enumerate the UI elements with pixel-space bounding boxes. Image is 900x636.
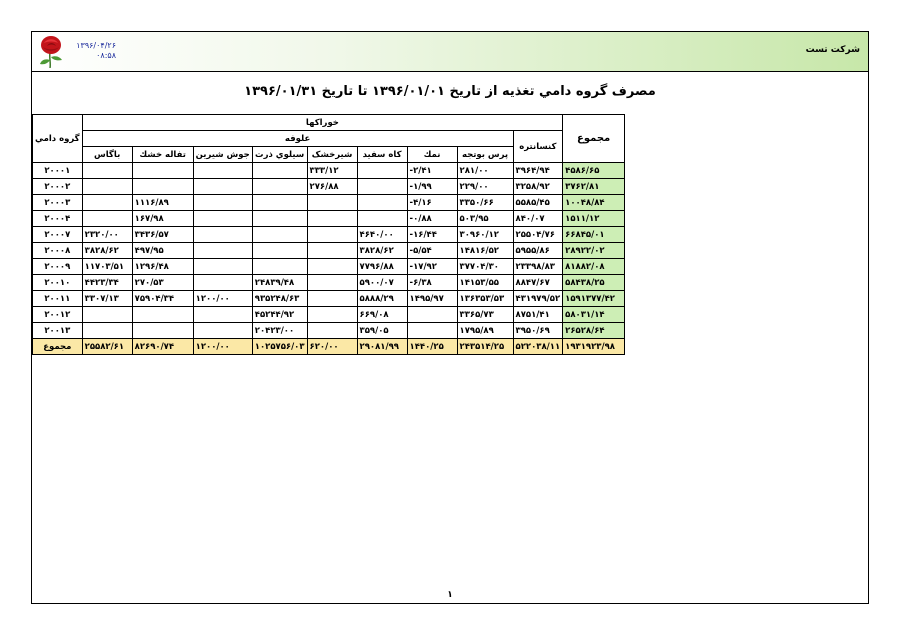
table-row — [33, 259, 625, 275]
feed-cell — [193, 259, 252, 275]
row-total-cell: ۳۷۶۲/۸۱ — [563, 179, 625, 195]
feed-cell: ۱۴۹۵/۹۷ — [407, 291, 457, 307]
feed-cell — [307, 195, 357, 211]
grand-total-cell: ۱۹۳۱۹۲۳/۹۸ — [563, 339, 625, 355]
feed-cell: ۳۳۳/۱۲ — [307, 163, 357, 179]
row-total-cell: ۴۵۸۶/۶۵ — [563, 163, 625, 179]
feed-cell: ۱۴۱۵۳/۵۵ — [457, 275, 513, 291]
feed-cell: ۲۳۲۰/۰۰ — [82, 227, 132, 243]
feed-cell — [307, 291, 357, 307]
feed-cell: ۲۷۶/۸۸ — [307, 179, 357, 195]
feed-cell: ۲۷۰/۵۳ — [132, 275, 193, 291]
feed-cell — [357, 163, 407, 179]
feed-cell: ۱۱۱۶/۸۹ — [132, 195, 193, 211]
feed-cell: ۱۲۰۰/۰۰ — [193, 291, 252, 307]
feed-cell: ۳۸۲۸/۶۲ — [357, 243, 407, 259]
feed-cell — [193, 323, 252, 339]
feed-cell: ۱۲۹۶/۴۸ — [132, 259, 193, 275]
rose-logo-icon — [36, 34, 66, 68]
feed-cell: ۴۴۲۳/۳۴ — [82, 275, 132, 291]
feed-cell — [307, 243, 357, 259]
column-header: جوش شيرين — [193, 147, 252, 163]
feed-cell: ۹۳۵۲۴۸/۶۳ — [252, 291, 307, 307]
feed-cell: ۱/۹۹- — [407, 179, 457, 195]
feed-cell — [193, 195, 252, 211]
feed-cell: ۳۳۰۷/۱۳ — [82, 291, 132, 307]
feed-cell: ۰/۸۸- — [407, 211, 457, 227]
feed-cell — [193, 275, 252, 291]
feeds-header: خوراكها — [82, 115, 563, 131]
row-total-cell: ۲۶۵۲۸/۶۴ — [563, 323, 625, 339]
feed-cell: ۲/۴۱- — [407, 163, 457, 179]
animal-group-cell: ۲۰۰۰۹ — [33, 259, 83, 275]
feed-cell — [252, 163, 307, 179]
feed-cell — [193, 227, 252, 243]
feed-cell: ۱۱۷۰۳/۵۱ — [82, 259, 132, 275]
feed-cell: ۳۳۶۵/۷۳ — [457, 307, 513, 323]
feed-cell: ۳۸۲۸/۶۲ — [82, 243, 132, 259]
feed-cell: ۱۷/۹۲- — [407, 259, 457, 275]
feed-cell: ۱۷۹۵/۸۹ — [457, 323, 513, 339]
feed-consumption-table — [32, 114, 625, 355]
feed-cell — [193, 211, 252, 227]
feed-cell: ۲۰۴۲۳/۰۰ — [252, 323, 307, 339]
row-total-cell: ۸۱۸۸۲/۰۸ — [563, 259, 625, 275]
concentrate-cell: ۴۳۱۹۷۹/۵۲ — [513, 291, 563, 307]
feed-cell: ۳۵۹/۰۵ — [357, 323, 407, 339]
animal-group-cell: ۲۰۰۰۲ — [33, 179, 83, 195]
table-row — [33, 243, 625, 259]
feed-cell: ۲۸۱/۰۰ — [457, 163, 513, 179]
company-name: شرکت تست — [805, 45, 860, 55]
feed-cell — [407, 307, 457, 323]
feed-cell — [252, 211, 307, 227]
feed-cell: ۵۰۳/۹۵ — [457, 211, 513, 227]
concentrate-cell: ۸۸۴۷/۶۷ — [513, 275, 563, 291]
concentrate-cell: ۳۹۵۰/۶۹ — [513, 323, 563, 339]
report-title: مصرف گروه دامي تغذيه از تاريخ ۱۳۹۶/۰۱/۰۱ تا تاريخ ۱۳۹۶/۰۱/۳۱ — [244, 84, 656, 99]
feed-cell — [252, 259, 307, 275]
table-row — [33, 211, 625, 227]
animal-group-cell: ۲۰۰۰۳ — [33, 195, 83, 211]
totals-label: مجموع — [33, 339, 83, 355]
feed-total-cell: ۲۵۵۸۲/۶۱ — [82, 339, 132, 355]
feed-cell: ۲۲۹/۰۰ — [457, 179, 513, 195]
totals-row — [33, 339, 625, 355]
feed-cell — [132, 323, 193, 339]
feed-cell: ۷۵۹۰۴/۳۴ — [132, 291, 193, 307]
row-total-cell: ۶۶۸۴۵/۰۱ — [563, 227, 625, 243]
feed-cell — [193, 243, 252, 259]
animal-group-cell: ۲۰۰۱۱ — [33, 291, 83, 307]
feed-cell: ۱۴۸۱۶/۵۲ — [457, 243, 513, 259]
animal-group-cell: ۲۰۰۰۸ — [33, 243, 83, 259]
row-total-cell: ۱۵۱۱/۱۲ — [563, 211, 625, 227]
feed-total-cell: ۶۲۰/۰۰ — [307, 339, 357, 355]
table-row — [33, 179, 625, 195]
feed-total-cell: ۸۲۶۹۰/۷۴ — [132, 339, 193, 355]
feed-cell — [193, 307, 252, 323]
feed-cell — [132, 307, 193, 323]
animal-group-cell: ۲۰۰۰۴ — [33, 211, 83, 227]
print-stamp — [76, 41, 116, 61]
report-page — [31, 31, 869, 604]
row-total-cell: ۲۸۹۲۲/۰۲ — [563, 243, 625, 259]
feed-total-cell: ۱۴۴۰/۲۵ — [407, 339, 457, 355]
concentrate-cell: ۸۴۰/۰۷ — [513, 211, 563, 227]
feed-cell — [357, 195, 407, 211]
column-header: كاه سفيد — [357, 147, 407, 163]
feed-cell — [307, 307, 357, 323]
animal-group-cell: ۲۰۰۱۳ — [33, 323, 83, 339]
report-header — [32, 32, 868, 72]
feed-cell — [82, 307, 132, 323]
feed-cell — [252, 195, 307, 211]
feed-cell: ۴۹۷/۹۵ — [132, 243, 193, 259]
feed-cell — [307, 211, 357, 227]
column-header: باگاس — [82, 147, 132, 163]
table-row — [33, 291, 625, 307]
feed-cell: ۵/۵۴- — [407, 243, 457, 259]
feed-cell: ۵۸۸۸/۲۹ — [357, 291, 407, 307]
animal-group-cell: ۲۰۰۱۰ — [33, 275, 83, 291]
feed-cell — [357, 211, 407, 227]
feed-cell — [407, 323, 457, 339]
feed-cell — [82, 211, 132, 227]
feed-cell — [82, 163, 132, 179]
feed-total-cell: ۱۰۲۵۷۵۶/۰۳ — [252, 339, 307, 355]
feed-cell — [307, 259, 357, 275]
concentrate-cell: ۳۲۵۸/۹۲ — [513, 179, 563, 195]
concentrate-cell: ۸۷۵۱/۴۱ — [513, 307, 563, 323]
feed-cell — [252, 243, 307, 259]
feed-cell — [193, 163, 252, 179]
feed-cell: ۴۶۴۰/۰۰ — [357, 227, 407, 243]
column-header: تفاله خشك — [132, 147, 193, 163]
feed-cell: ۱۶/۴۴- — [407, 227, 457, 243]
feed-cell: ۱۳۶۳۵۳/۵۳ — [457, 291, 513, 307]
table-row — [33, 275, 625, 291]
feed-cell: ۳۷۷۰۴/۳۰ — [457, 259, 513, 275]
animal-group-cell: ۲۰۰۰۱ — [33, 163, 83, 179]
feed-cell — [132, 163, 193, 179]
feed-cell — [307, 275, 357, 291]
animal-group-cell: ۲۰۰۱۲ — [33, 307, 83, 323]
feed-cell — [82, 195, 132, 211]
feed-cell: ۵۹۰۰/۰۷ — [357, 275, 407, 291]
column-header: نمك — [407, 147, 457, 163]
feed-cell: ۳۴۳۶/۵۷ — [132, 227, 193, 243]
feed-cell — [307, 323, 357, 339]
animal-group-header: گروه دامي — [33, 115, 83, 163]
feed-total-cell: ۱۲۰۰/۰۰ — [193, 339, 252, 355]
column-header: شيرخشک — [307, 147, 357, 163]
feed-total-cell: ۲۴۳۵۱۴/۲۵ — [457, 339, 513, 355]
row-total-cell: ۵۸۰۳۱/۱۴ — [563, 307, 625, 323]
feed-cell: ۶۶۹/۰۸ — [357, 307, 407, 323]
feed-cell: ۴۵۲۴۴/۹۲ — [252, 307, 307, 323]
table-row — [33, 163, 625, 179]
animal-group-cell: ۲۰۰۰۷ — [33, 227, 83, 243]
feed-cell: ۱۶۷/۹۸ — [132, 211, 193, 227]
page-number: ۱ — [447, 590, 453, 600]
print-time: ۰۸:۵۸ — [96, 51, 116, 60]
concentrate-total-cell: ۵۲۲۰۳۸/۱۱ — [513, 339, 563, 355]
concentrate-cell: ۲۳۳۹۸/۸۳ — [513, 259, 563, 275]
forage-header: علوفه — [82, 131, 513, 147]
table-row — [33, 195, 625, 211]
concentrate-cell: ۵۹۵۵/۸۶ — [513, 243, 563, 259]
feed-cell — [132, 179, 193, 195]
concentrate-cell: ۳۹۶۴/۹۴ — [513, 163, 563, 179]
column-header: پرس بوتجه — [457, 147, 513, 163]
concentrate-header: كنسانتره — [513, 131, 563, 163]
row-total-cell: ۱۵۹۱۳۷۷/۴۲ — [563, 291, 625, 307]
row-total-cell: ۱۰۰۴۸/۸۴ — [563, 195, 625, 211]
feed-cell: ۳۰۹۶۰/۱۲ — [457, 227, 513, 243]
column-header: سيلوي ذرت — [252, 147, 307, 163]
feed-cell — [193, 179, 252, 195]
feed-total-cell: ۲۹۰۸۱/۹۹ — [357, 339, 407, 355]
feed-cell — [252, 227, 307, 243]
table-row — [33, 307, 625, 323]
feed-cell — [82, 179, 132, 195]
feed-cell — [307, 227, 357, 243]
feed-cell — [82, 323, 132, 339]
concentrate-cell: ۵۵۸۵/۴۵ — [513, 195, 563, 211]
feed-cell: ۳۳۵۰/۶۶ — [457, 195, 513, 211]
print-date: ۱۳۹۶/۰۴/۲۶ — [76, 41, 116, 50]
row-total-cell: ۵۸۴۳۸/۲۵ — [563, 275, 625, 291]
feed-cell: ۴/۱۶- — [407, 195, 457, 211]
feed-cell: ۶/۳۸- — [407, 275, 457, 291]
feed-cell — [357, 179, 407, 195]
table-row — [33, 323, 625, 339]
total-column-header: مجموع — [563, 115, 625, 163]
concentrate-cell: ۲۵۵۰۴/۷۶ — [513, 227, 563, 243]
feed-cell — [252, 179, 307, 195]
feed-cell: ۷۷۹۶/۸۸ — [357, 259, 407, 275]
feed-cell: ۲۴۸۳۹/۴۸ — [252, 275, 307, 291]
table-row — [33, 227, 625, 243]
